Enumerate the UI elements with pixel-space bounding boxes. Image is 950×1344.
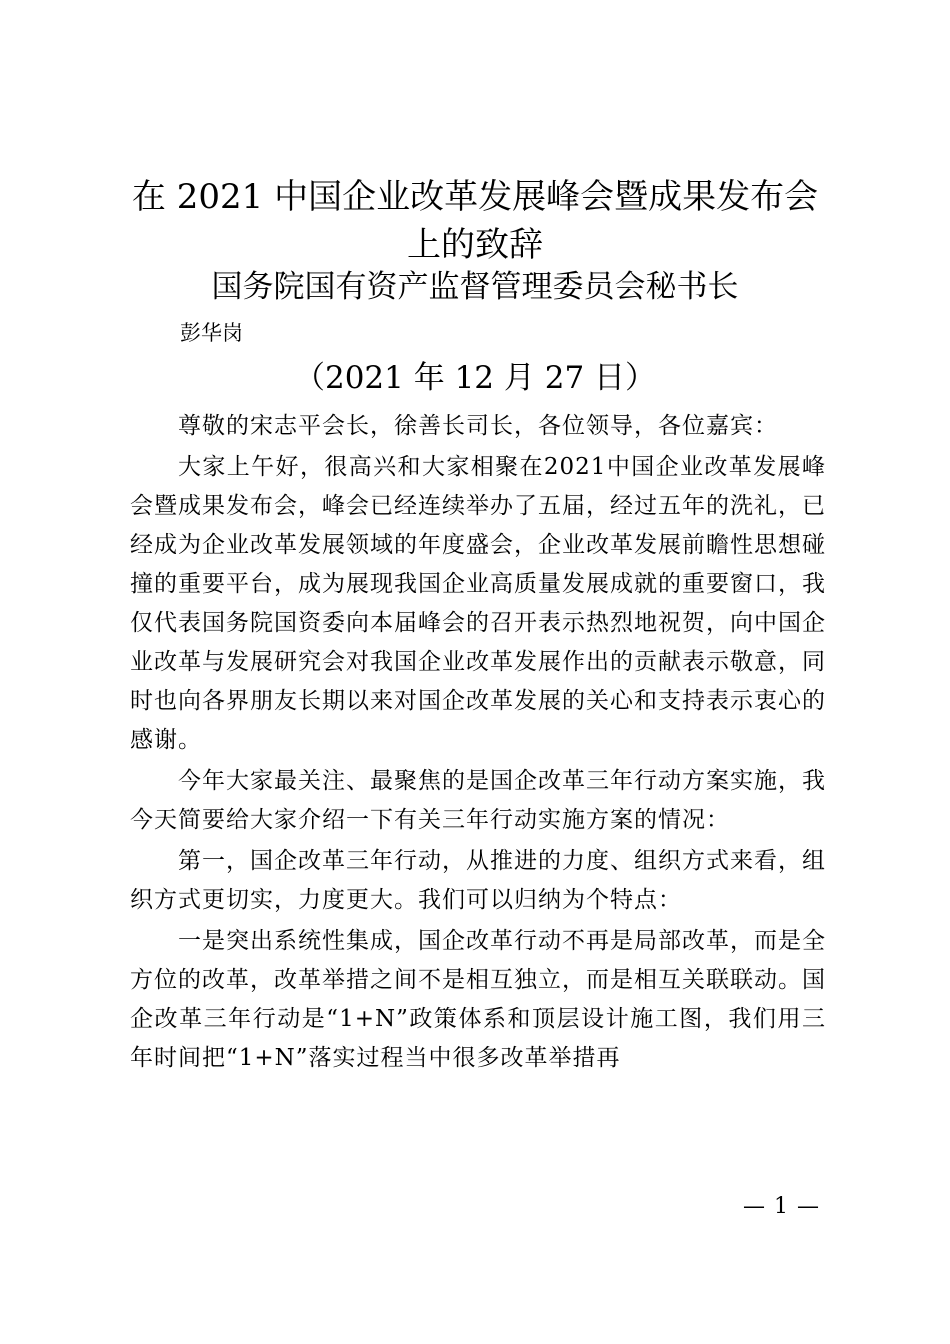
speech-date: （2021 年 12 月 27 日） [293,360,657,396]
speech-body [130,407,826,1080]
paragraph: 大家上午好，很高兴和大家相聚在2021中国企业改革发展峰会暨成果发布会，峰会已经连续举办了五届，经过五年的洗礼，已经成为企业改革发展领域的年度盛会，企业改革发展前瞻性思想碰撞的重要平台，成为展现我国企业高质量发展成就的重要窗口，我仅代表国务院国资委向本届峰会的召开表示热烈地祝贺，向中国企业改革与发展研究会对我国企业改革发展作出的贡献表示敬意，同时也向各界朋友长期以来对国企改革发展的关心和支持表示衷心的感谢。 [130,454,826,753]
paragraph: 一是突出系统性集成，国企改革行动不再是局部改革，而是全方位的改革，改革举措之间不是相互独立，而是相互关联联动。国企改革三年行动是“1+N”政策体系和顶层设计施工图，我们用三年时间把“1+N”落实过程当中很多改革举措再 [130,928,826,1071]
speaker-name: 彭华岗 [180,321,243,345]
document-title-line-2: 上的致辞 [407,225,543,265]
speaker-title: 国务院国有资产监督管理委员会秘书长 [211,269,739,305]
page-number: — 1 — [743,1194,820,1219]
paragraph: 今年大家最关注、最聚焦的是国企改革三年行动方案实施，我今天简要给大家介绍一下有关三年行动实施方案的情况： [130,768,826,833]
document-title-line-1: 在 2021 中国企业改革发展峰会暨成果发布会 [131,177,819,217]
paragraph: 第一，国企改革三年行动，从推进的力度、组织方式来看，组织方式更切实，力度更大。我们可以归纳为个特点： [130,848,826,913]
paragraph-salutation: 尊敬的宋志平会长，徐善长司长，各位领导，各位嘉宾： [178,413,778,439]
